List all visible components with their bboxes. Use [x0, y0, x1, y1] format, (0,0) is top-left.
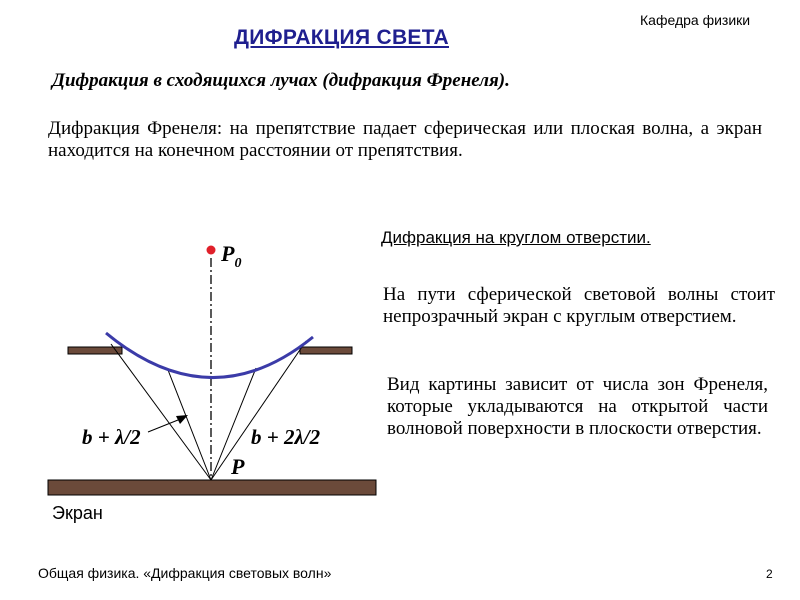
- spherical-wavefront: [106, 333, 313, 378]
- hole-description: На пути сферической световой волны стоит непрозрачный экран с круглым отверстием.: [383, 284, 775, 327]
- slide-subtitle: Дифракция в сходящихся лучах (дифракция Френеля).: [52, 70, 510, 91]
- barrier-right: [300, 347, 352, 354]
- observation-point-label: P: [231, 454, 245, 479]
- ray-edge-left: [111, 344, 211, 480]
- department-name: Кафедра физики: [640, 12, 751, 28]
- section-heading: Дифракция на круглом отверстии.: [381, 228, 651, 247]
- arrow-shaft: [148, 418, 183, 432]
- slide-title: ДИФРАКЦИЯ СВЕТА: [234, 26, 449, 49]
- footer-course: Общая физика. «Дифракция световых волн»: [38, 565, 332, 581]
- observation-screen: [48, 480, 376, 495]
- source-point: [207, 246, 216, 255]
- arrow-head: [176, 415, 188, 424]
- source-label: $P_0$: [221, 241, 242, 271]
- fresnel-definition: Дифракция Френеля: на препятствие падает сферическая или плоская волна, а экран находится на конечном расстоянии от препятствия.: [48, 118, 762, 161]
- zones-dependence: Вид картины зависит от числа зон Френеля, которые укладываются на открытой части волновой поверхности в плоскости отверстия.: [387, 374, 768, 439]
- path-length-left: b + λ/2: [82, 425, 141, 449]
- ray-edge-right: [211, 341, 306, 480]
- page-number: 2: [766, 567, 773, 581]
- screen-label: Экран: [52, 503, 103, 523]
- ray-zone-left: [168, 370, 211, 480]
- path-length-right: b + 2λ/2: [251, 425, 321, 449]
